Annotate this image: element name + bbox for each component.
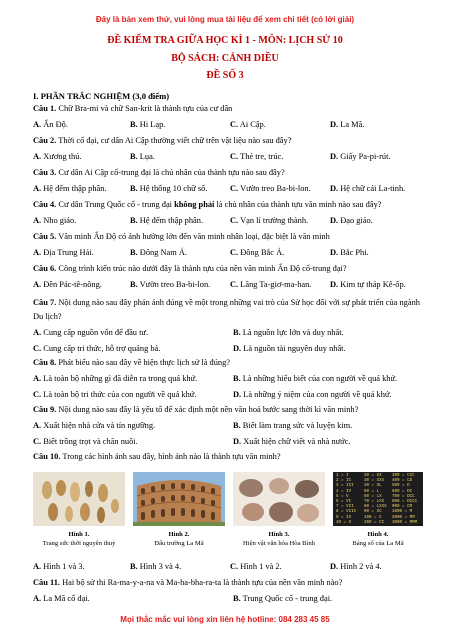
question-10-option-a: A. Hình 1 và 3. bbox=[33, 562, 85, 571]
roman-numeral-entry: 700 = DCC bbox=[392, 494, 415, 499]
figure-1-text: Trang sức thời nguyên thuỷ bbox=[42, 540, 116, 547]
roman-numeral-entry: 100 = C bbox=[364, 515, 382, 520]
option-letter: B. bbox=[233, 328, 241, 337]
question-9-option-b: B. Biết làm trang sức và luyện kim. bbox=[233, 421, 353, 430]
option-letter: A. bbox=[33, 184, 42, 193]
stone-artifacts-image bbox=[233, 472, 325, 526]
figure-2-title: Hình 2. bbox=[168, 531, 190, 538]
option-letter: B. bbox=[130, 280, 138, 289]
figure-4-caption bbox=[328, 530, 428, 548]
option-letter: C. bbox=[33, 344, 42, 353]
question-7-option-a: A. Cung cấp nguồn vốn để đầu tư. bbox=[33, 328, 149, 337]
option-letter: B. bbox=[233, 374, 241, 383]
question-5-option-a: A. Địa Trung Hải. bbox=[33, 248, 94, 257]
question-8-option-d: D. Là những ý niệm của con người về quá khứ. bbox=[233, 390, 392, 399]
roman-numeral-entry: 70 = LXX bbox=[364, 500, 385, 505]
option-letter: D. bbox=[233, 344, 242, 353]
option-letter: A. bbox=[33, 421, 42, 430]
question-number: Câu 11. bbox=[33, 578, 60, 587]
exam-number-title: ĐỀ SỐ 3 bbox=[206, 70, 244, 81]
section-heading: I. PHẦN TRẮC NGHIỆM (3,0 điểm) bbox=[33, 91, 170, 101]
option-letter: B. bbox=[130, 120, 138, 129]
exam-title: ĐỀ KIỂM TRA GIỮA HỌC KÌ 1 - MÔN: LỊCH SỬ 10 bbox=[107, 35, 343, 46]
question-1-option-c: C. Ai Cập. bbox=[230, 120, 266, 129]
jewelry-image bbox=[33, 472, 125, 526]
roman-numeral-entry: 10 = X bbox=[336, 520, 352, 525]
option-letter: D. bbox=[330, 248, 339, 257]
question-4-text: Câu 4. Cư dân Trung Quốc cổ - trung đại không phải là chủ nhân của thành tựu văn minh nào sau đây? bbox=[33, 200, 382, 209]
roman-numeral-entry: 2000 = MM bbox=[392, 515, 415, 520]
question-number: Câu 6. bbox=[33, 264, 57, 273]
question-5-option-c: C. Đông Bắc Á. bbox=[230, 248, 285, 257]
roman-numeral-entry: 80 = LXXX bbox=[364, 505, 387, 510]
question-11-option-b: B. Trung Quốc cổ - trung đại. bbox=[233, 594, 333, 603]
option-letter: B. bbox=[130, 248, 138, 257]
question-number: Câu 1. bbox=[33, 104, 57, 113]
option-letter: C. bbox=[230, 248, 239, 257]
question-10-option-d: D. Hình 2 và 4. bbox=[330, 562, 382, 571]
hotline-footer: Mọi thắc mắc vui lòng xin liên hệ hotline: 084 283 45 85 bbox=[120, 615, 330, 624]
roman-numeral-entry: 3 = III bbox=[336, 484, 354, 489]
option-letter: B. bbox=[130, 562, 138, 571]
option-letter: C. bbox=[230, 216, 239, 225]
question-5-option-b: B. Đông Nam Á. bbox=[130, 248, 188, 257]
roman-numerals-image bbox=[333, 472, 423, 526]
option-letter: B. bbox=[233, 594, 241, 603]
roman-numeral-entry: 900 = CM bbox=[392, 505, 413, 510]
question-5-option-d: D. Bắc Phi. bbox=[330, 248, 369, 257]
question-9-text: Câu 9. Nội dung nào sau đây là yếu tố để xác định một nền văn hoá bước sang thời kì văn minh? bbox=[33, 405, 359, 414]
question-1-option-d: D. La Mã. bbox=[330, 120, 365, 129]
option-letter: D. bbox=[330, 562, 339, 571]
question-1-text: Câu 1. Chữ Bra-mi và chữ San-krit là thành tựu của cư dân bbox=[33, 104, 233, 113]
question-3-option-c: C. Vườn treo Ba-bi-lon. bbox=[230, 184, 311, 193]
question-number: Câu 8. bbox=[33, 358, 57, 367]
question-8-option-b: B. Là những hiểu biết của con người về quá khứ. bbox=[233, 374, 398, 383]
roman-numeral-entry: 5 = V bbox=[336, 494, 349, 499]
question-2-option-c: C. Thẻ tre, trúc. bbox=[230, 152, 284, 161]
option-letter: A. bbox=[33, 152, 42, 161]
roman-numeral-entry: 2 = II bbox=[336, 479, 352, 484]
question-7-text: Câu 7. Nội dung nào sau đây phản ánh đúng về một trong những vai trò của Sử học đối với sự phát triển của ngành Du lịch? bbox=[33, 298, 420, 321]
question-10-text: Câu 10. Trong các hình ảnh sau đây, hình ảnh nào là thành tựu văn minh? bbox=[33, 452, 281, 461]
preview-notice: Đây là bản xem thử, vui lòng mua tài liệu để xem chi tiết (có lời giải) bbox=[95, 15, 355, 24]
figure-2-text: Đấu trường La Mã bbox=[154, 540, 204, 547]
emphasis-text: không phải bbox=[174, 200, 215, 209]
roman-numeral-entry: 60 = LX bbox=[364, 494, 382, 499]
question-number: Câu 10. bbox=[33, 452, 61, 461]
question-9-option-a: A. Xuất hiện nhà cửa và tín ngưỡng. bbox=[33, 421, 156, 430]
option-letter: D. bbox=[233, 390, 242, 399]
option-letter: B. bbox=[130, 216, 138, 225]
question-number: Câu 7. bbox=[33, 298, 57, 307]
figure-1-title: Hình 1. bbox=[68, 531, 90, 538]
question-2-option-a: A. Xương thú. bbox=[33, 152, 82, 161]
question-9-option-d: D. Xuất hiện chữ viết và nhà nước. bbox=[233, 437, 351, 446]
option-letter: A. bbox=[33, 562, 42, 571]
figure-3-text: Hiện vật văn hóa Hòa Bình bbox=[243, 540, 315, 547]
option-letter: A. bbox=[33, 280, 42, 289]
roman-numeral-entry: 7 = VII bbox=[336, 505, 354, 510]
roman-numeral-entry: 500 = D bbox=[392, 484, 410, 489]
roman-numeral-entry: 50 = L bbox=[364, 489, 380, 494]
roman-numeral-entry: 1 = I bbox=[336, 474, 349, 478]
roman-numeral-entry: 400 = CD bbox=[392, 479, 413, 484]
question-8-option-c: C. Là toàn bộ tri thức của con người về quá khứ. bbox=[33, 390, 197, 399]
question-1-option-a: A. Ấn Độ. bbox=[33, 120, 68, 129]
question-3-option-d: D. Hệ chữ cái La-tinh. bbox=[330, 184, 406, 193]
figure-1-caption bbox=[29, 530, 129, 548]
roman-numeral-entry: 40 = XL bbox=[364, 484, 382, 489]
figure-4-text: Bảng số của La Mã bbox=[352, 540, 404, 547]
option-letter: A. bbox=[33, 248, 42, 257]
option-letter: D. bbox=[233, 437, 242, 446]
question-6-option-b: B. Vườn treo Ba-bi-lon. bbox=[130, 280, 211, 289]
roman-numeral-entry: 6 = VI bbox=[336, 500, 352, 505]
option-letter: D. bbox=[330, 216, 339, 225]
roman-numeral-entry: 200 = CC bbox=[364, 520, 385, 525]
roman-numeral-entry: 3000 = MMM bbox=[392, 520, 418, 525]
colosseum-image bbox=[133, 472, 225, 526]
question-11-option-a: A. La Mã cổ đại. bbox=[33, 594, 90, 603]
option-letter: C. bbox=[230, 184, 239, 193]
roman-numeral-entry: 20 = XX bbox=[364, 474, 382, 478]
option-letter: A. bbox=[33, 120, 42, 129]
roman-numeral-entry: 9 = IX bbox=[336, 515, 352, 520]
question-number: Câu 5. bbox=[33, 232, 57, 241]
option-letter: D. bbox=[330, 184, 339, 193]
question-6-option-d: D. Kim tự tháp Kê-ốp. bbox=[330, 280, 406, 289]
question-6-option-c: C. Lăng Ta-giơ-ma-han. bbox=[230, 280, 312, 289]
option-letter: C. bbox=[33, 437, 42, 446]
question-number: Câu 9. bbox=[33, 405, 57, 414]
question-7-option-d: D. Là nguồn tài nguyên duy nhất. bbox=[233, 344, 346, 353]
roman-numeral-entry: 600 = DC bbox=[392, 489, 413, 494]
question-8-text: Câu 8. Phát biểu nào sau đây về hiện thực lịch sử là đúng? bbox=[33, 358, 231, 367]
figure-3-title: Hình 3. bbox=[268, 531, 290, 538]
roman-numeral-entry: 4 = IV bbox=[336, 489, 352, 494]
question-5-text: Câu 5. Văn minh Ấn Độ có ảnh hưởng lớn đến văn minh nhân loại, đặc biệt là văn minh bbox=[33, 232, 330, 241]
question-number: Câu 4. bbox=[33, 200, 57, 209]
question-6-option-a: A. Đền Pác-tê-nông. bbox=[33, 280, 102, 289]
question-number: Câu 3. bbox=[33, 168, 57, 177]
roman-numeral-entry: 1000 = M bbox=[392, 510, 413, 515]
roman-numeral-entry: 30 = XXX bbox=[364, 479, 385, 484]
roman-numeral-entry: 800 = DCCC bbox=[392, 500, 418, 505]
question-10-option-b: B. Hình 3 và 4. bbox=[130, 562, 182, 571]
option-letter: C. bbox=[230, 280, 239, 289]
option-letter: B. bbox=[130, 152, 138, 161]
figure-4-title: Hình 4. bbox=[367, 531, 389, 538]
option-letter: C. bbox=[230, 120, 239, 129]
question-2-text: Câu 2. Thời cổ đại, cư dân Ai Cập thường viết chữ trên vật liệu nào sau đây? bbox=[33, 136, 292, 145]
question-3-text: Câu 3. Cư dân Ai Cập cổ-trung đại là chủ nhân của thành tựu nào sau đây? bbox=[33, 168, 285, 177]
roman-numeral-entry: 90 = XC bbox=[364, 510, 382, 515]
option-letter: B. bbox=[130, 184, 138, 193]
question-4-option-a: A. Nho giáo. bbox=[33, 216, 77, 225]
question-4-option-c: C. Vạn lí trường thành. bbox=[230, 216, 309, 225]
question-4-option-b: B. Hệ đếm thập phân. bbox=[130, 216, 204, 225]
question-7-option-c: C. Cung cấp tri thức, hỗ trợ quảng bá. bbox=[33, 344, 161, 353]
option-letter: D. bbox=[330, 152, 339, 161]
option-letter: A. bbox=[33, 216, 42, 225]
option-letter: A. bbox=[33, 328, 42, 337]
question-9-option-c: C. Biết trồng trọt và chăn nuôi. bbox=[33, 437, 138, 446]
question-10-option-c: C. Hình 1 và 2. bbox=[230, 562, 282, 571]
option-letter: C. bbox=[33, 390, 42, 399]
question-3-option-b: B. Hệ thống 10 chữ số. bbox=[130, 184, 208, 193]
figure-2-caption bbox=[129, 530, 229, 548]
question-number: Câu 2. bbox=[33, 136, 57, 145]
option-letter: C. bbox=[230, 562, 239, 571]
question-3-option-a: A. Hệ đếm thập phân. bbox=[33, 184, 107, 193]
question-11-text: Câu 11. Hai bộ sử thi Ra-ma-y-a-na và Ma-ha-bha-ra-ta là thành tựu của nền văn minh nào? bbox=[33, 578, 343, 587]
question-7-option-b: B. Là nguồn lực lớn và duy nhất. bbox=[233, 328, 344, 337]
figure-row bbox=[33, 472, 423, 552]
roman-numeral-entry: 300 = CCC bbox=[392, 474, 415, 478]
option-letter: D. bbox=[330, 120, 339, 129]
question-2-option-d: D. Giấy Pa-pi-rút. bbox=[330, 152, 391, 161]
option-letter: D. bbox=[330, 280, 339, 289]
roman-numeral-entry: 8 = VIII bbox=[336, 510, 357, 515]
question-8-option-a: A. Là toàn bộ những gì đã diễn ra trong quá khứ. bbox=[33, 374, 198, 383]
question-2-option-b: B. Lụa. bbox=[130, 152, 155, 161]
option-letter: B. bbox=[233, 421, 241, 430]
question-1-option-b: B. Hi Lạp. bbox=[130, 120, 166, 129]
option-letter: A. bbox=[33, 594, 42, 603]
question-6-text: Câu 6. Công trình kiến trúc nào dưới đây là thành tựu của nền văn minh Ấn Độ cổ-trung đại? bbox=[33, 264, 347, 273]
figure-3-caption bbox=[229, 530, 329, 548]
option-letter: C. bbox=[230, 152, 239, 161]
book-series-title: BỘ SÁCH: CÁNH DIỀU bbox=[171, 53, 279, 64]
option-letter: A. bbox=[33, 374, 42, 383]
question-4-option-d: D. Đạo giáo. bbox=[330, 216, 373, 225]
